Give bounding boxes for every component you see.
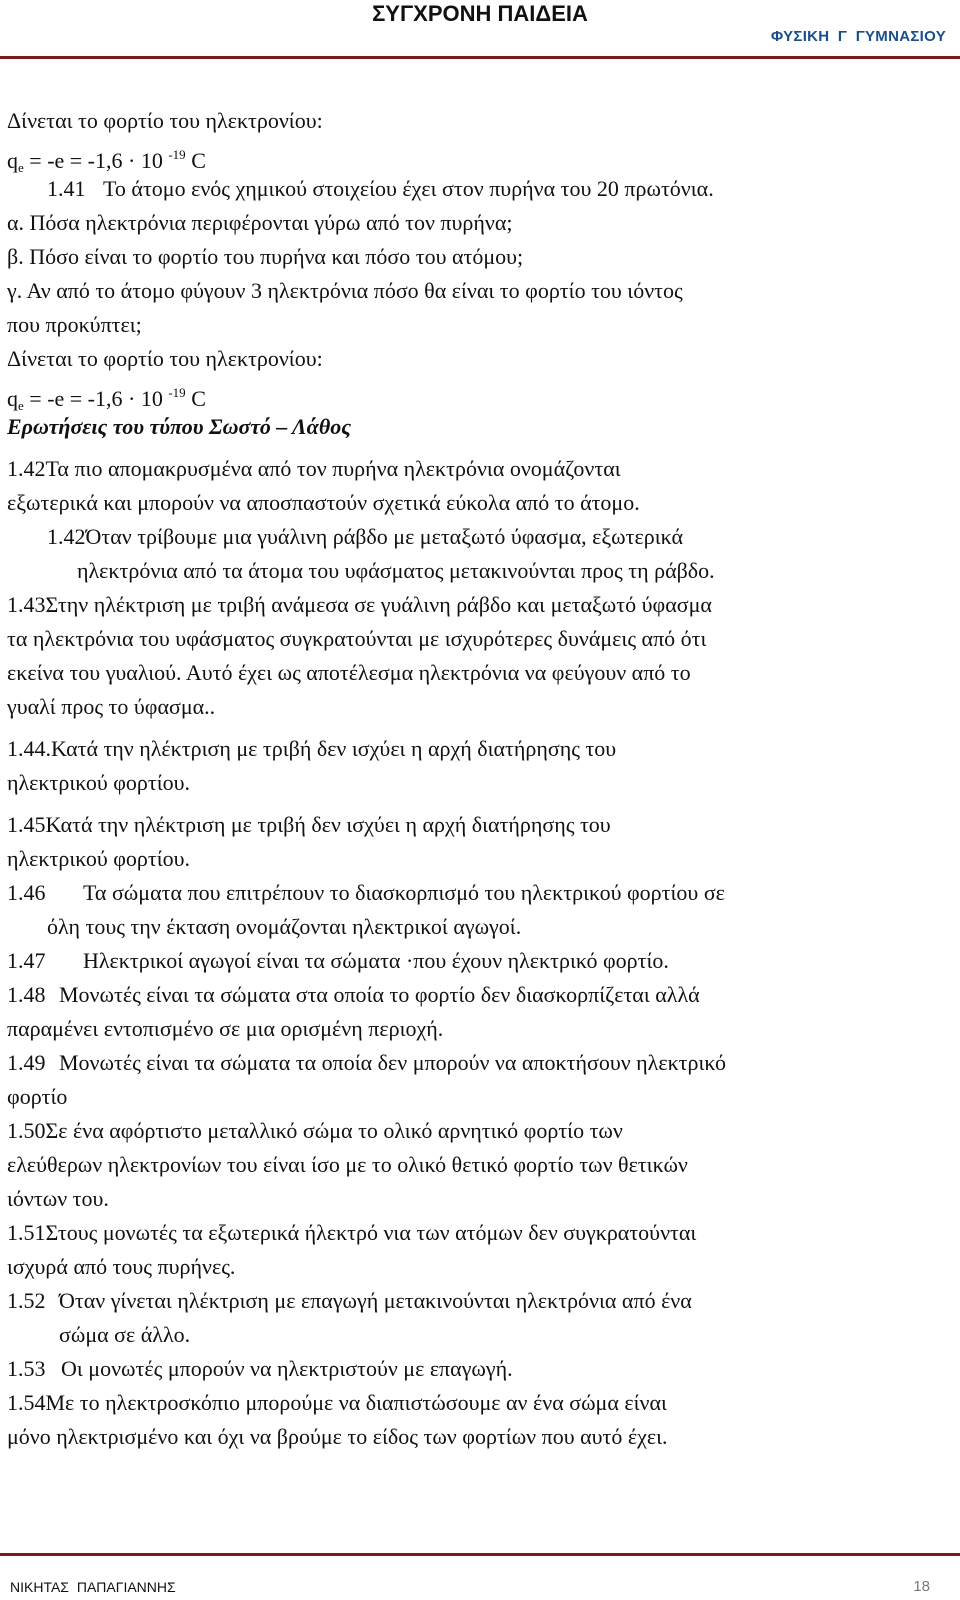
question-number: 1.53 — [7, 1356, 46, 1381]
text-line: 1.42Όταν τρίβουμε μια γυάλινη ράβδο με μεταξωτό ύφασμα, εξωτερικά — [47, 524, 684, 549]
formula-exponent: -19 — [168, 385, 186, 400]
text-line: τα ηλεκτρόνια του υφάσματος συγκρατούνται με ισχυρότερες δυνάμεις από ότι — [7, 626, 707, 651]
text-line: 1.42Τα πιο απομακρυσμένα από τον πυρήνα ηλεκτρόνια ονομάζονται — [7, 456, 621, 481]
text-line: β. Πόσο είναι το φορτίο του πυρήνα και πόσο του ατόμου; — [7, 244, 524, 269]
question-1-41 — [7, 172, 953, 206]
formula-value: = -e = -1,6 · 10 — [23, 148, 169, 173]
question-1-46 — [7, 876, 953, 910]
formula-value: = -e = -1,6 · 10 — [23, 386, 169, 411]
text-line: Δίνεται το φορτίο του ηλεκτρονίου: — [7, 108, 323, 133]
text-line: ηλεκτρικού φορτίου. — [7, 846, 191, 871]
formula-unit: C — [185, 148, 206, 173]
question-1-52 — [7, 1284, 953, 1318]
question-1-47 — [7, 944, 953, 978]
text-line: 1.43Στην ηλέκτριση με τριβή ανάμεσα σε γυάλινη ράβδο και μεταξωτό ύφασμα — [7, 592, 712, 617]
text-line: 1.45Κατά την ηλέκτριση με τριβή δεν ισχύει η αρχή διατήρησης του — [7, 812, 611, 837]
question-1-53 — [7, 1352, 953, 1386]
text-line: α. Πόσα ηλεκτρόνια περιφέρονται γύρω από τον πυρήνα; — [7, 210, 513, 235]
text-line: εξωτερικά και μπορούν να αποσπαστούν σχετικά εύκολα από το άτομο. — [7, 490, 640, 515]
text-line: που προκύπτει; — [7, 312, 142, 337]
text-line: εκείνα του γυαλιού. Αυτό έχει ως αποτέλεσμα ηλεκτρόνια να φεύγουν από το — [7, 660, 691, 685]
text-line: ισχυρά από τους πυρήνες. — [7, 1254, 236, 1279]
text-line: όλη τους την έκταση ονομάζονται ηλεκτρικοί αγωγοί. — [47, 914, 522, 939]
text-line: Δίνεται το φορτίο του ηλεκτρονίου: — [7, 346, 323, 371]
formula-symbol: q — [7, 386, 18, 411]
text-line: 1.54Με το ηλεκτροσκόπιο μπορούμε να διαπιστώσουμε αν ένα σώμα είναι — [7, 1390, 667, 1415]
question-number: 1.48 — [7, 982, 46, 1007]
question-text: Όταν γίνεται ηλέκτριση με επαγωγή μετακινούνται ηλεκτρόνια από ένα — [59, 1288, 692, 1313]
text-line: παραμένει εντοπισμένο σε μια ορισμένη περιοχή. — [7, 1016, 444, 1041]
question-text: Τα σώματα που επιτρέπουν το διασκορπισμό του ηλεκτρικού φορτίου σε — [83, 880, 725, 905]
question-number: 1.46 — [7, 880, 46, 905]
header-divider — [0, 56, 960, 59]
page-header-title: ΣΥΓΧΡΟΝΗ ΠΑΙΔΕΙΑ — [372, 1, 588, 26]
question-text: Οι μονωτές μπορούν να ηλεκτριστούν με επαγωγή. — [61, 1356, 513, 1381]
text-line: γυαλί προς το ύφασμα.. — [7, 694, 216, 719]
text-line: φορτίο — [7, 1084, 68, 1109]
text-line: 1.51Στους μονωτές τα εξωτερικά ήλεκτρό νια των ατόμων δεν συγκρατούνται — [7, 1220, 697, 1245]
text-line: σώμα σε άλλο. — [59, 1322, 191, 1347]
page-header-subtitle: ΦΥΣΙΚΗ Γ ΓΥΜΝΑΣΙΟΥ — [770, 28, 946, 45]
text-line: ηλεκτρικού φορτίου. — [7, 770, 191, 795]
text-line: ιόντων του. — [7, 1186, 109, 1211]
question-1-48 — [7, 978, 953, 1012]
text-line: 1.44.Κατά την ηλέκτριση με τριβή δεν ισχύει η αρχή διατήρησης του — [7, 736, 617, 761]
question-number: 1.47 — [7, 948, 46, 973]
question-text: Το άτομο ενός χημικού στοιχείου έχει στον πυρήνα του 20 πρωτόνια. — [103, 176, 714, 201]
text-line: γ. Αν από το άτομο φύγουν 3 ηλεκτρόνια πόσο θα είναι το φορτίο του ιόντος — [7, 278, 683, 303]
text-line: 1.50Σε ένα αφόρτιστο μεταλλικό σώμα το ολικό αρνητικό φορτίο των — [7, 1118, 623, 1143]
question-number: 1.49 — [7, 1050, 46, 1075]
formula-symbol: q — [7, 148, 18, 173]
page-number: 18 — [913, 1578, 930, 1595]
footer-author: ΝΙΚΗΤΑΣ ΠΑΠΑΓΙΑΝΝΗΣ — [10, 1579, 176, 1595]
formula-unit: C — [185, 386, 206, 411]
section-heading: Ερωτήσεις του τύπου Σωστό – Λάθος — [7, 414, 352, 439]
charge-formula — [7, 138, 953, 175]
text-line: ελεύθερων ηλεκτρονίων του είναι ίσο με το ολικό θετικό φορτίο των θετικών — [7, 1152, 688, 1177]
formula-subscript: e — [18, 398, 24, 413]
charge-formula — [7, 376, 953, 413]
question-text: Μονωτές είναι τα σώματα στα οποία το φορτίο δεν διασκορπίζεται αλλά — [59, 982, 700, 1007]
question-1-49 — [7, 1046, 953, 1080]
question-number: 1.41 — [47, 176, 86, 201]
question-text: Μονωτές είναι τα σώματα τα οποία δεν μπορούν να αποκτήσουν ηλεκτρικό — [59, 1050, 726, 1075]
footer-divider — [0, 1553, 960, 1556]
formula-subscript: e — [18, 160, 24, 175]
text-line: μόνο ηλεκτρισμένο και όχι να βρούμε το είδος των φορτίων που αυτό έχει. — [7, 1424, 668, 1449]
text-line: ηλεκτρόνια από τα άτομα του υφάσματος μετακινούνται προς τη ράβδο. — [77, 558, 715, 583]
question-number: 1.52 — [7, 1288, 46, 1313]
formula-exponent: -19 — [168, 147, 186, 162]
question-text: Ηλεκτρικοί αγωγοί είναι τα σώματα ·που έχουν ηλεκτρικό φορτίο. — [83, 948, 669, 973]
document-body — [7, 104, 953, 1454]
